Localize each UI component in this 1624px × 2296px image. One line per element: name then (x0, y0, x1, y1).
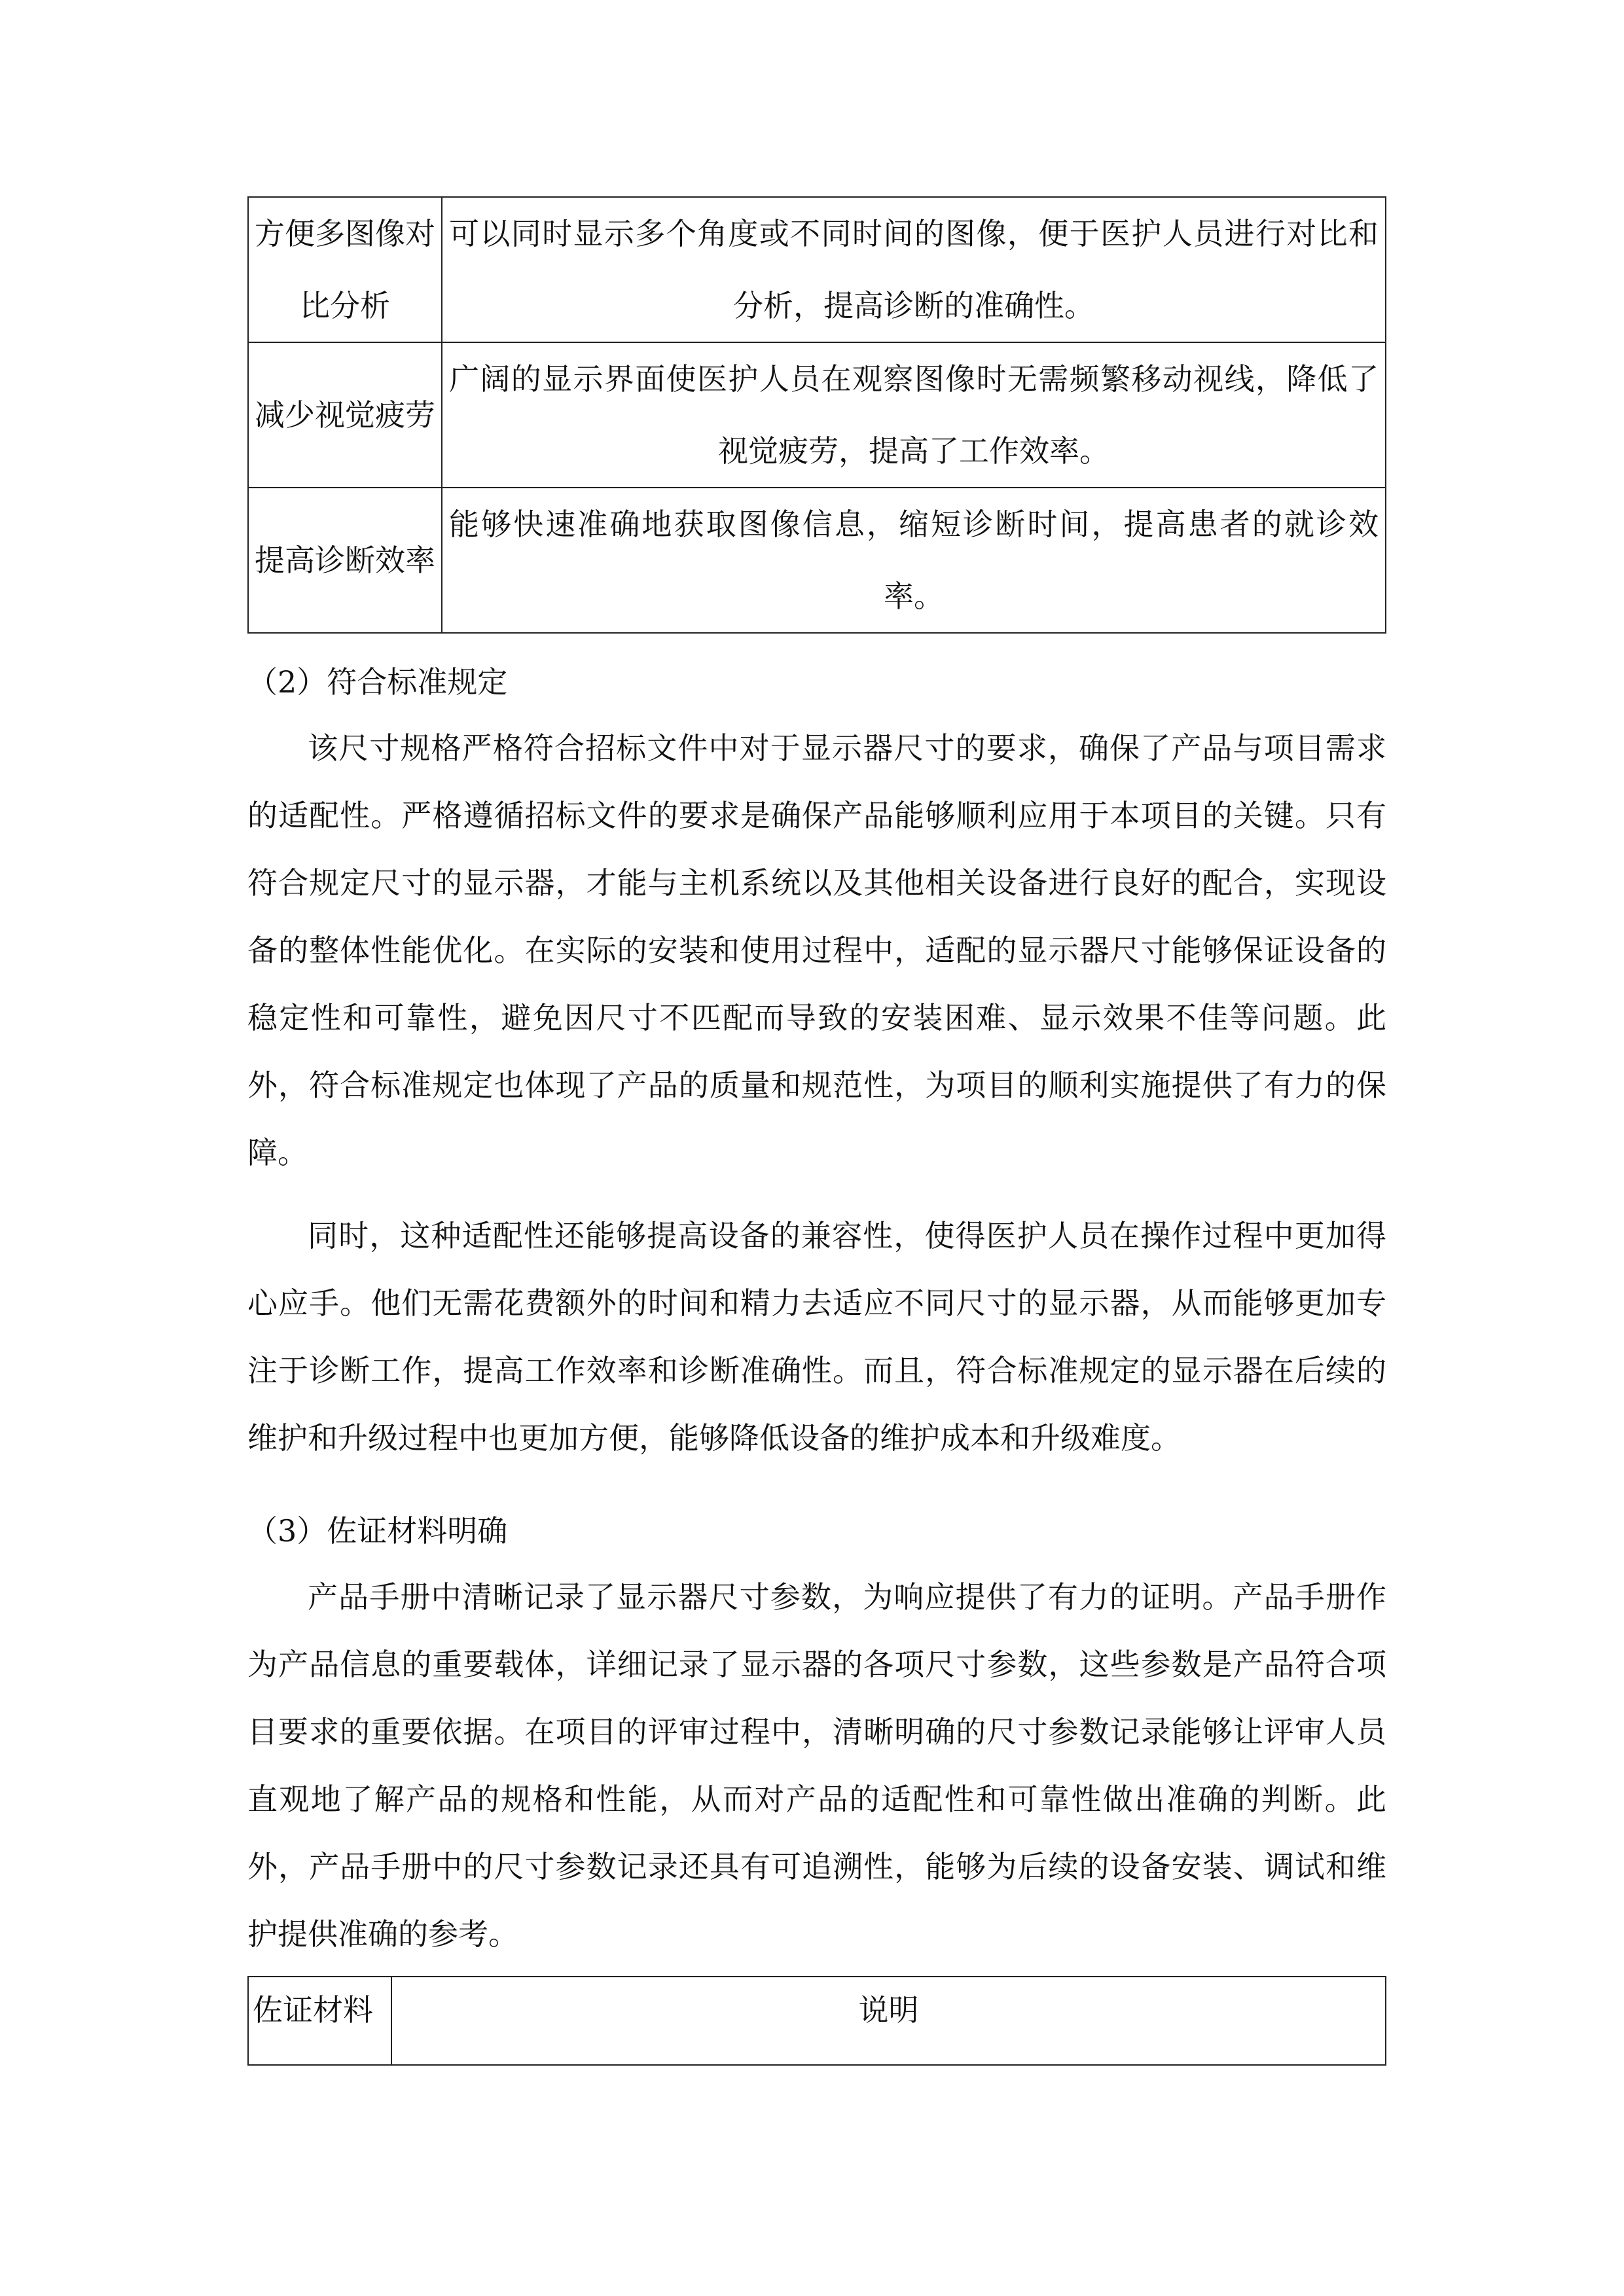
evidence-table (247, 1976, 1386, 2066)
table-header-row (248, 1977, 1386, 2065)
body-paragraph: 该尺寸规格严格符合招标文件中对于显示器尺寸的要求，确保了产品与项目需求的适配性。严格遵循招标文件的要求是确保产品能够顺利应用于本项目的关键。只有符合规定尺寸的显示器，才能与主机系统以及其他相关设备进行良好的配合，实现设备的整体性能优化。在实际的安装和使用过程中，适配的显示器尺寸能够保证设备的稳定性和可靠性，避免因尺寸不匹配而导致的安装困难、显示效果不佳等问题。此外，符合标准规定也体现了产品的质量和规范性，为项目的顺利实施提供了有力的保障。 (247, 730, 1386, 1170)
feature-description: 能够快速准确地获取图像信息，缩短诊断时间，提高患者的就诊效率。 (442, 488, 1386, 633)
feature-description: 广阔的显示界面使医护人员在观察图像时无需频繁移动视线，降低了视觉疲劳，提高了工作效率。 (442, 342, 1386, 488)
table-row (248, 488, 1386, 633)
feature-label: 方便多图像对比分析 (248, 197, 442, 342)
feature-description: 可以同时显示多个角度或不同时间的图像，便于医护人员进行对比和分析，提高诊断的准确性。 (442, 197, 1386, 342)
body-paragraph: 产品手册中清晰记录了显示器尺寸参数，为响应提供了有力的证明。产品手册作为产品信息的重要载体，详细记录了显示器的各项尺寸参数，这些参数是产品符合项目要求的重要依据。在项目的评审过程中，清晰明确的尺寸参数记录能够让评审人员直观地了解产品的规格和性能，从而对产品的适配性和可靠性做出准确的判断。此外，产品手册中的尺寸参数记录还具有可追溯性，能够为后续的设备安装、调试和维护提供准确的参考。 (247, 1579, 1386, 1952)
section-heading: （3）佐证材料明确 (247, 1513, 508, 1549)
page-content (247, 196, 1386, 2066)
section-heading: （2）符合标准规定 (247, 664, 508, 700)
table-row (248, 342, 1386, 488)
feature-label: 提高诊断效率 (248, 488, 442, 633)
feature-table (247, 196, 1386, 634)
table-row (248, 197, 1386, 342)
body-paragraph: 同时，这种适配性还能够提高设备的兼容性，使得医护人员在操作过程中更加得心应手。他们无需花费额外的时间和精力去适应不同尺寸的显示器，从而能够更加专注于诊断工作，提高工作效率和诊断准确性。而且，符合标准规定的显示器在后续的维护和升级过程中也更加方便，能够降低设备的维护成本和升级难度。 (247, 1218, 1386, 1456)
description-column-header: 说明 (391, 1977, 1386, 2065)
feature-label: 减少视觉疲劳 (248, 342, 442, 488)
evidence-column-header: 佐证材料 (248, 1977, 391, 2065)
